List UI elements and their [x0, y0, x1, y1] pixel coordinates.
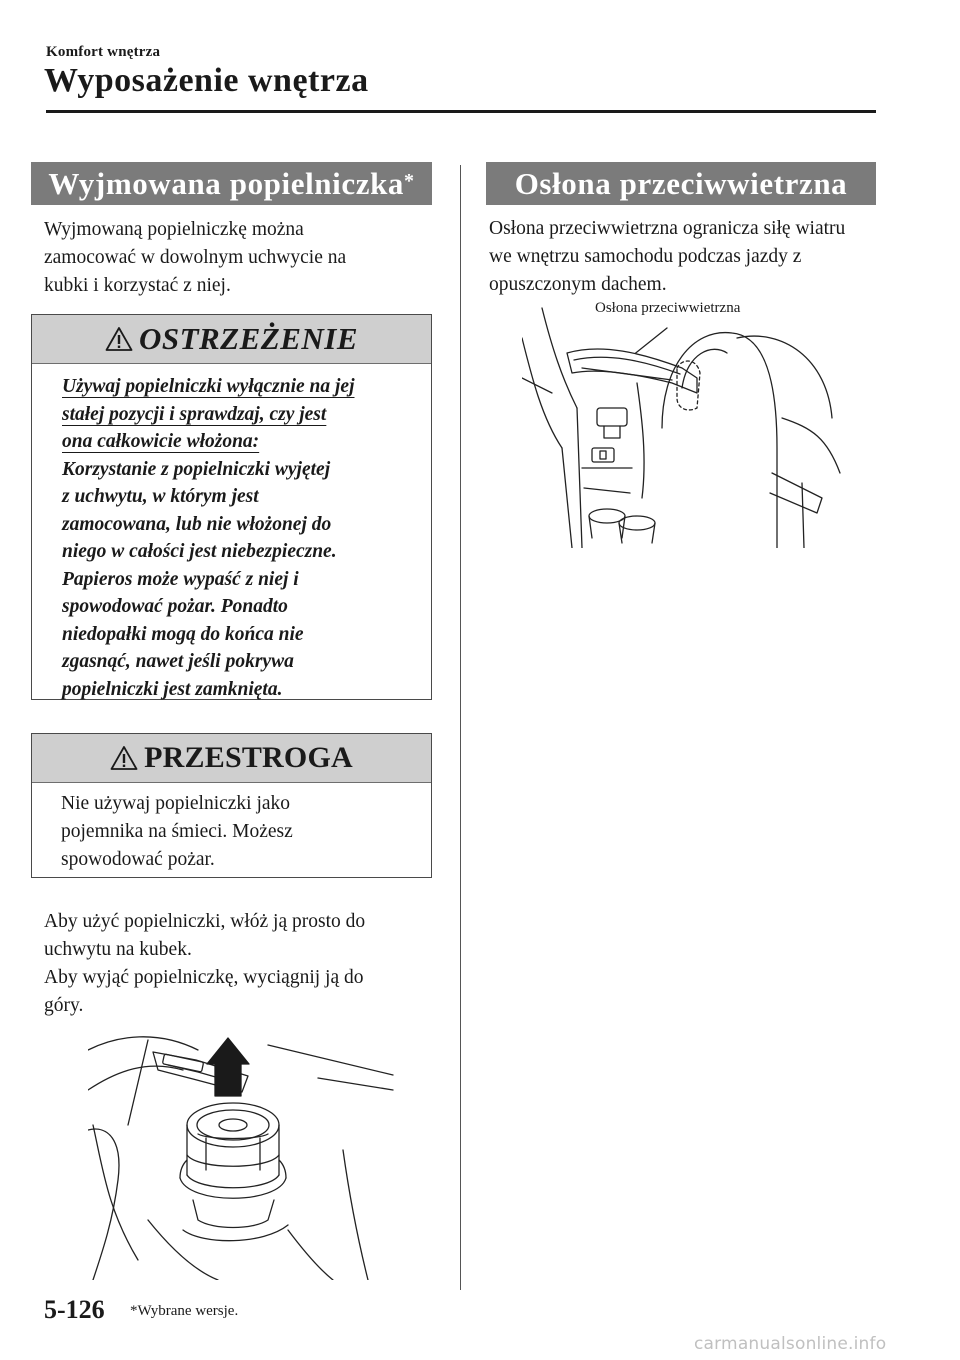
warning-lead-line: stałej pozycji i sprawdzaj, czy jest	[62, 403, 327, 425]
wind-blocker-text: Osłona przeciwwietrzna ogranicza siłę wiatru we wnętrzu samochodu podczas jazdy z opuszczonym dachem.	[489, 218, 846, 295]
site-watermark[interactable]: carmanualsonline.info	[694, 1334, 887, 1354]
page-number: 5-126	[44, 1295, 105, 1324]
caution-title: PRZESTROGA	[144, 741, 353, 774]
wind-blocker-callout: Osłona przeciwwietrzna	[595, 300, 741, 316]
intro-line: kubki i korzystać z niej.	[44, 275, 231, 296]
caution-line: spowodować pożar.	[61, 849, 215, 870]
warning-lead-line: Używaj popielniczki wyłącznie na jej	[62, 376, 355, 397]
warning-body-line: Papieros może wypaść z niej i	[62, 568, 299, 590]
warning-body-line: popielniczki jest zamknięta.	[62, 678, 283, 700]
intro-line: zamocować w dowolnym uchwycie na	[44, 247, 347, 268]
optional-equipment-mark: *	[404, 170, 415, 192]
warning-body-line: zamocowana, lub nie włożonej do	[62, 513, 332, 535]
section-label: Komfort wnętrza	[46, 44, 161, 60]
caution-box	[31, 733, 432, 878]
header-rule	[46, 110, 876, 113]
ashtray-heading	[31, 162, 432, 205]
warning-body-line: niego w całości jest niebezpieczne.	[62, 541, 337, 562]
ashtray-intro	[44, 216, 434, 300]
warning-lead-line: ona całkowicie włożona:	[62, 431, 260, 452]
wind-blocker-illustration	[522, 298, 842, 548]
warning-box	[31, 314, 432, 700]
chapter-title: Wyposażenie wnętrza	[44, 62, 369, 99]
warning-title: OSTRZEŻENIE	[138, 321, 359, 356]
warning-body-line: niedopałki mogą do końca nie	[62, 623, 304, 645]
warning-triangle-icon	[105, 326, 133, 352]
ashtray-usage	[44, 908, 434, 1020]
usage-line: Aby wyjąć popielniczkę, wyciągnij ją do	[44, 967, 364, 988]
warning-body-line: Korzystanie z popielniczki wyjętej	[62, 458, 331, 480]
ashtray-heading-text: Wyjmowana popielniczka	[48, 165, 405, 201]
caution-header	[32, 734, 431, 783]
warning-text	[62, 373, 422, 703]
warning-body-line: spowodować pożar. Ponadto	[62, 596, 288, 617]
warning-body-line: z uchwytu, w którym jest	[62, 486, 259, 507]
usage-line: góry.	[44, 995, 84, 1016]
usage-line: Aby użyć popielniczki, włóż ją prosto do	[44, 911, 366, 932]
ashtray-illustration	[88, 1030, 398, 1280]
intro-line: Wyjmowaną popielniczkę można	[44, 219, 304, 240]
warning-header	[32, 315, 431, 364]
footnote: *Wybrane wersje.	[130, 1303, 239, 1319]
caution-line: pojemnika na śmieci. Możesz	[61, 821, 293, 842]
caution-line: Nie używaj popielniczki jako	[61, 793, 291, 814]
wind-blocker-heading: Osłona przeciwwietrzna	[486, 162, 876, 205]
usage-line: uchwytu na kubek.	[44, 939, 192, 960]
column-divider	[460, 165, 461, 1290]
caution-text	[61, 790, 421, 874]
caution-triangle-icon	[110, 745, 138, 771]
warning-body-line: zgasnąć, nawet jeśli pokrywa	[62, 651, 294, 672]
